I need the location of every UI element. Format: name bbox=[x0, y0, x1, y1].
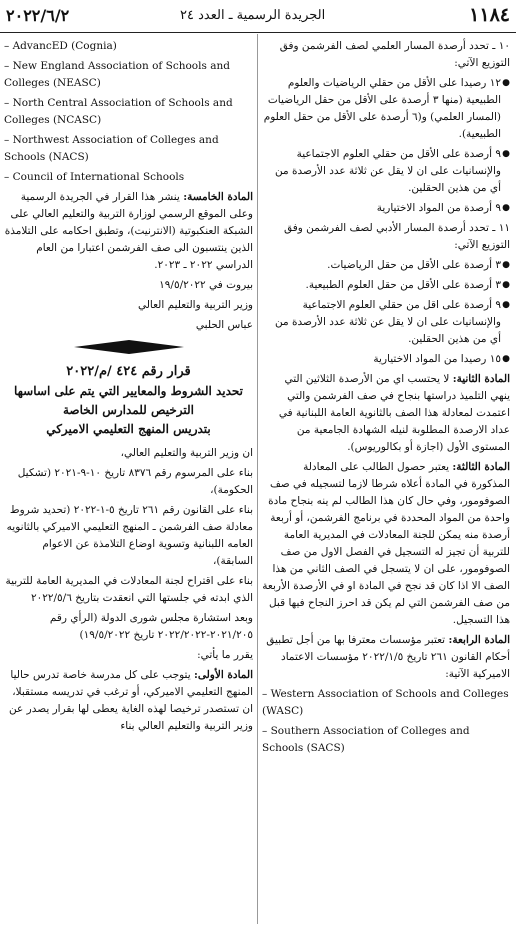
accreditation-item: – Council of International Schools bbox=[4, 171, 185, 183]
article-3: المادة الثالثة: يعتبر حصول الطالب على المعادلة المذكورة في المادة أعلاه شرطا لازما لتسجيله في صف الصوفومور، وفي حال كان هذا الطالب لم ينه بنجاح مادة واحدة من المواد المحددة في برنامج الفرشمن، أو أربعة أرصدة منه يمكن للجنة المعادلات في المديرية العامة للتربية أن تجيز له التسجيل في الفصل الاول من صف الصوفومور، على ان لا يتسجل في الصف الثاني من هذا الصف الا اذا كان قد نجح في المادة او في الأرصدة الأربعة من صف الفرشمن التي لم يكن قد احرز النجاح فيها قبل هذا التسجيل. bbox=[262, 461, 510, 626]
article-1: المادة الأولى: يتوجب على كل مدرسة خاصة تدرس حاليا المنهج التعليمي الاميركي، أو ترغب في تدريسه مستقبلا، ان تستصدر ترخيصا لهذه الغاية يعطى لها بقرار يصدر عن وزير التربية والتعليم العالي بناء bbox=[9, 669, 253, 732]
page-header bbox=[0, 0, 516, 33]
decision-title-line: الترخيص للمدارس الخاصة bbox=[63, 403, 194, 417]
article-label: المادة الثانية: bbox=[452, 373, 510, 385]
list-item: ● ٣ أرصدة على الأقل من حقل العلوم الطبيعية. bbox=[262, 277, 510, 294]
minister-name: عباس الحلبي bbox=[195, 319, 253, 331]
list-item: ● ١٢ رصيدا على الأقل من حقلي الرياضيات والعلوم الطبيعية (منها ٣ أرصدة على الأقل من حقل الرياضيات (المسار العلمي) و(٦ أرصدة على الأقل من حقل العلوم الطبيعية). bbox=[262, 75, 510, 143]
decision-title-line: تحديد الشروط والمعايير التي يتم على اساسها bbox=[13, 384, 244, 398]
article-label: المادة الثالثة: bbox=[452, 461, 510, 473]
bullet-icon: ● bbox=[502, 78, 510, 88]
preamble-committee: بناء على اقتراح لجنة المعادلات في المديرية العامة للتربية الذي ابدته في جلستها التي انعقدت بتاريخ ٢٠٢٢/٥/٦ bbox=[5, 575, 253, 604]
accreditation-item: – Western Association of Schools and Colleges (WASC) bbox=[262, 688, 509, 717]
column-divider bbox=[257, 34, 258, 924]
list-item: ● ٩ أرصدة من المواد الاختيارية bbox=[262, 200, 510, 217]
header-date: ٢٠٢٢/٦/٢ bbox=[6, 6, 70, 25]
list-item: ● ١٥ رصيدا من المواد الاختيارية bbox=[262, 351, 510, 368]
decision-title-line: بتدريس المنهج التعليمي الاميركي bbox=[46, 422, 211, 436]
list-item: ● ٩ أرصدة على الأقل من حقلي العلوم الاجتماعية والإنسانيات على ان لا يقل عن ثلاثة عدد الأرصدة من أي من هذين الحقلين. bbox=[262, 146, 510, 197]
accreditation-item: – AdvancED (Cognia) bbox=[4, 40, 117, 52]
list-item: ● ٩ أرصدة على اقل من حقلي العلوم الاجتماعية والإنسانيات على ان لا يقل عن ثلاثة عدد الأرصدة من أي من هذين الحقلين. bbox=[262, 297, 510, 348]
accreditation-item: – Southern Association of Colleges and Schools (SACS) bbox=[262, 725, 470, 754]
bullet-icon: ● bbox=[502, 280, 510, 290]
bullet-icon: ● bbox=[502, 260, 510, 270]
article-2: المادة الثانية: لا يحتسب اي من الأرصدة الثلاثين التي ينهي التلميذ دراستها بنجاح في صف الفرشمن والتي اعتمدت لمعادلة هذا الصف بالثانوية العامة اللبنانية في عداد الارصدة المطلوبة لنيله الشهادة الجامعية من المستوى الأول (اجازة أو بكالوريوس). bbox=[278, 373, 510, 453]
right-column bbox=[262, 38, 510, 926]
bullet-icon: ● bbox=[502, 149, 510, 159]
article-4: المادة الرابعة: تعتبر مؤسسات معترفا بها من أجل تطبيق أحكام القانون ٢٦١ تاريخ ٢٠٢٢/١/٥ مؤسسات الاعتماد الاميركية الآتية: bbox=[266, 634, 510, 680]
bullet-icon: ● bbox=[502, 203, 510, 213]
accreditation-item: – Northwest Association of Colleges and Schools (NACS) bbox=[4, 134, 219, 163]
header-page-number: ١١٨٤ bbox=[469, 4, 510, 26]
preamble-decree: بناء على المرسوم رقم ٨٣٧٦ تاريخ ١٠-٩-٢٠٢١ (تشكيل الحكومة)، bbox=[17, 467, 253, 496]
paragraph-science-track: ١٠ ـ تحدد أرصدة المسار العلمي لصف الفرشمن وفق التوزيع الآتي: bbox=[279, 40, 510, 69]
bullet-icon: ● bbox=[502, 300, 510, 310]
left-column bbox=[4, 38, 253, 926]
list-item: ● ٣ أرصدة على الأقل من حقل الرياضيات. bbox=[262, 257, 510, 274]
decides-heading: يقرر ما يأتي: bbox=[197, 649, 253, 661]
header-issue-label: الجريدة الرسمية ـ العدد ٢٤ bbox=[180, 8, 326, 23]
bullet-icon: ● bbox=[502, 354, 510, 364]
ornament-divider-icon bbox=[74, 340, 184, 354]
accreditation-item: – New England Association of Schools and Colleges (NEASC) bbox=[4, 60, 230, 89]
article-label: المادة الخامسة: bbox=[183, 191, 253, 203]
preamble-law: بناء على القانون رقم ٢٦١ تاريخ ٥-١-٢٠٢٢ (تحديد شروط معادلة صف الفرشمن ـ المنهج التعليمي الاميركي بالثانويه العامه اللبنانية وتسوية اوضاع التلامذة عن الاعوام السابقة)، bbox=[6, 504, 253, 567]
article-label: المادة الأولى: bbox=[193, 669, 253, 681]
preamble-minister: ان وزير التربية والتعليم العالي، bbox=[120, 447, 253, 459]
decision-number: قرار رقم ٤٢٤ /م/٢٠٢٢ bbox=[66, 364, 191, 379]
accreditation-item: – North Central Association of Schools and Colleges (NCASC) bbox=[4, 97, 233, 126]
paragraph-literary-track: ١١ ـ تحدد أرصدة المسار الأدبي لصف الفرشمن وفق التوزيع الآتي: bbox=[283, 222, 510, 251]
minister-title: وزير التربية والتعليم العالي bbox=[137, 299, 253, 311]
place-date: بيروت في ١٩/٥/٢٠٢٢ bbox=[159, 279, 253, 291]
article-label: المادة الرابعة: bbox=[448, 634, 510, 646]
article-5: المادة الخامسة: ينشر هذا القرار في الجريدة الرسمية وعلى الموقع الرسمي لوزارة التربية والتعليم العالي على الشبكة العنكبوتية (الانترنيت)، وتطبق احكامه على التلامذة الذين ينتسبون الى صف الفرشمن اعتبارا من العام الدراسي ٢٠٢٢ ـ ٢٠٢٣. bbox=[4, 191, 253, 271]
preamble-council: وبعد استشارة مجلس شورى الدولة (الرأي رقم ٢٠٢١/٢٠٥-٢٠٢٢/٢٠٢٢ تاريخ ١٩/٥/٢٠٢٢) bbox=[49, 612, 253, 641]
